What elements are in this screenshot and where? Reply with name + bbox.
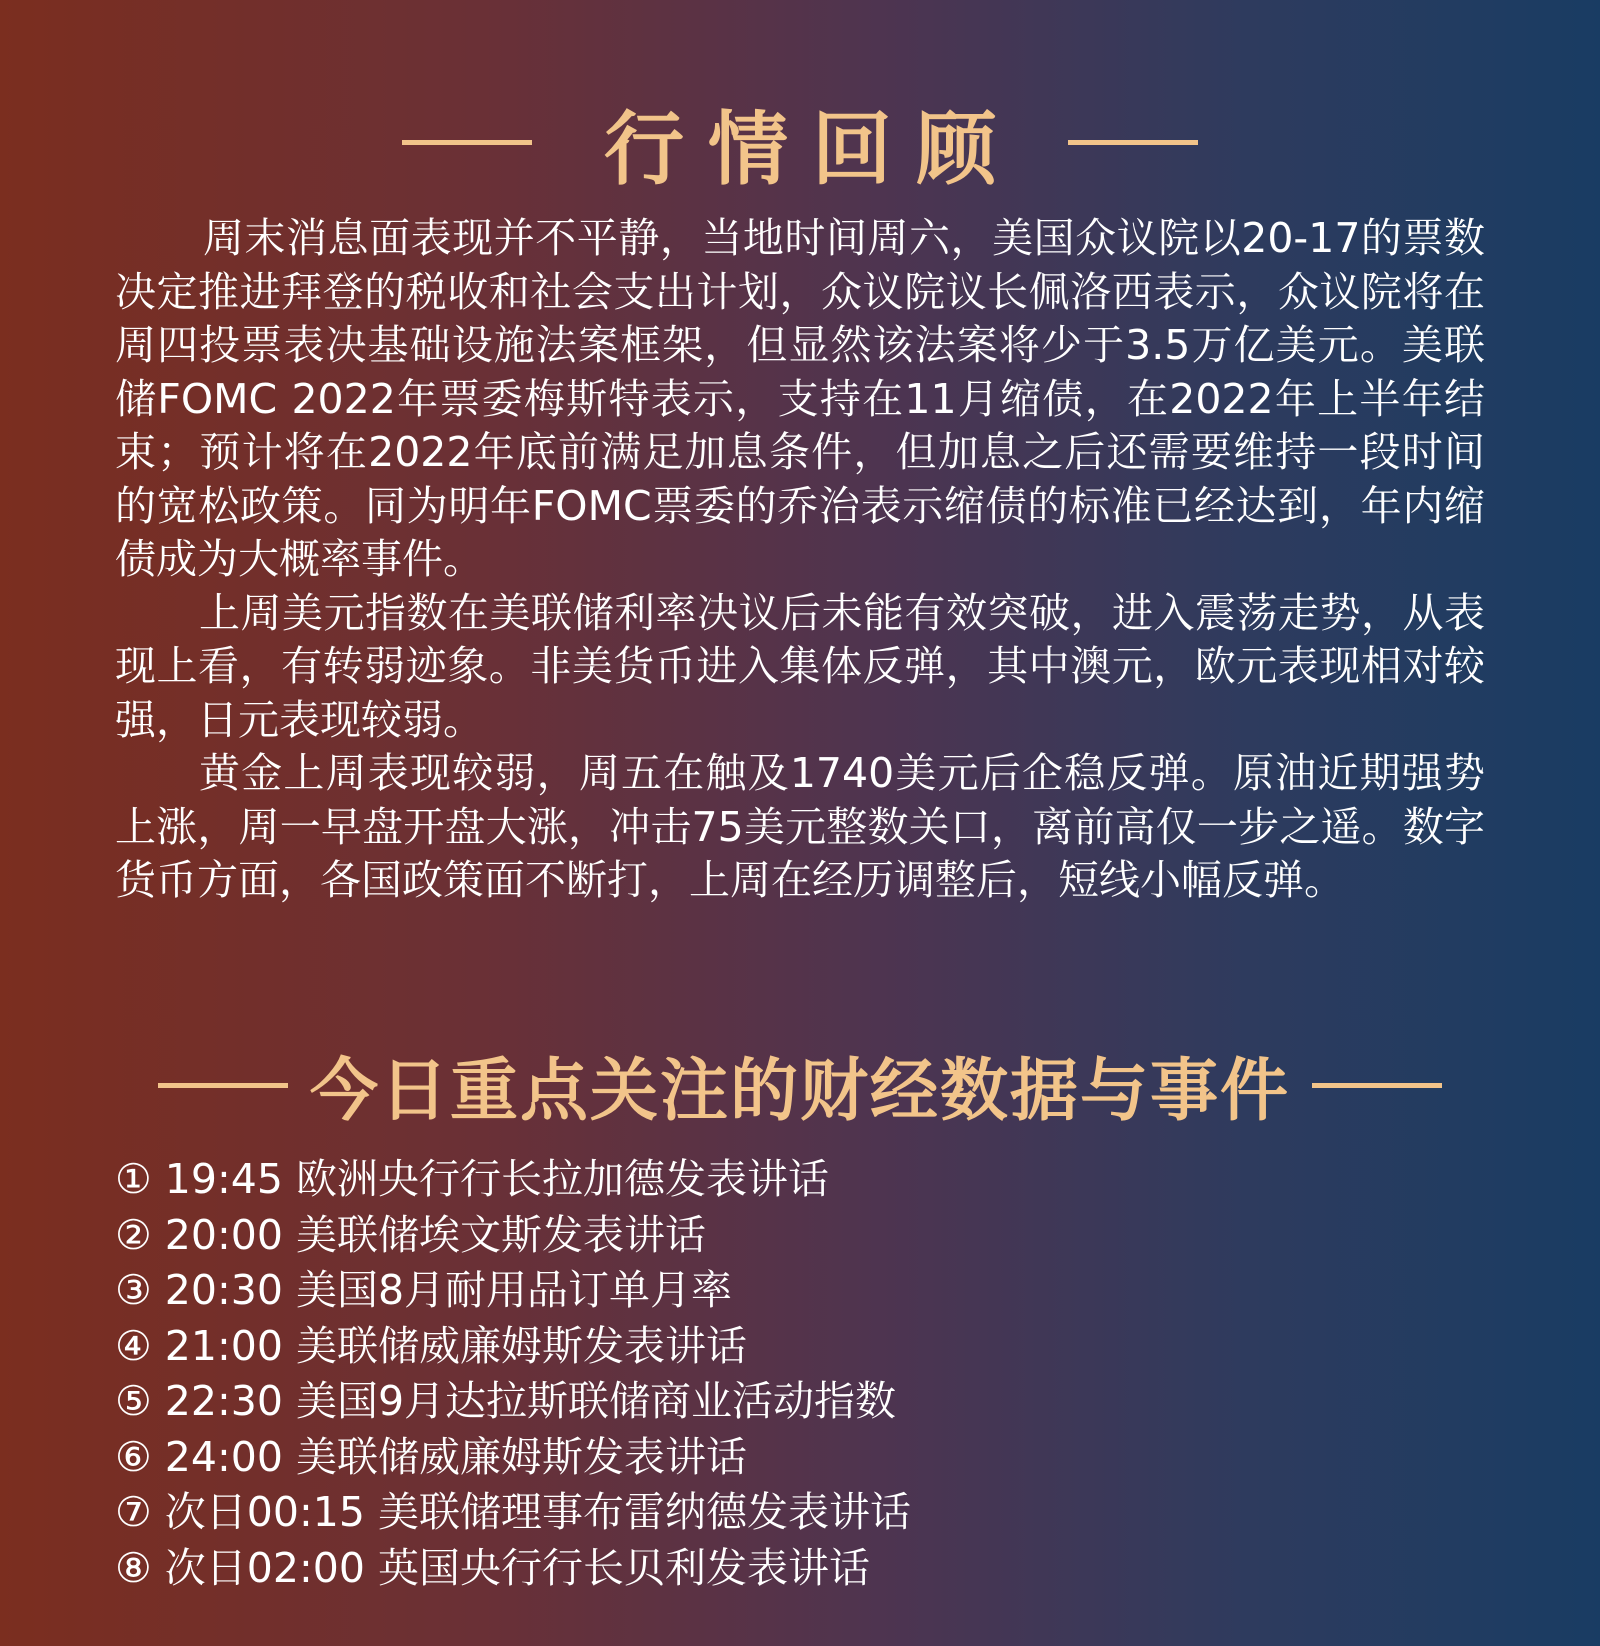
events-list [115, 1152, 1515, 1596]
list-item: ② 20:00 美联储埃文斯发表讲话 [115, 1210, 706, 1259]
list-item: ⑧ 次日02:00 英国央行行长贝利发表讲话 [115, 1543, 870, 1592]
list-item: ⑥ 24:00 美联储威廉姆斯发表讲话 [115, 1432, 747, 1481]
market-review-title: 行情回顾 [604, 103, 1020, 196]
list-item: ④ 21:00 美联储威廉姆斯发表讲话 [115, 1321, 747, 1370]
market-review-header [0, 95, 1600, 196]
events-title: 今日重点关注的财经数据与事件 [309, 1052, 1290, 1131]
events-header [0, 1038, 1600, 1133]
list-item: ⑤ 22:30 美国9月达拉斯联储商业活动指数 [115, 1377, 897, 1425]
paragraph-policy: 周末消息面表现并不平静，当地时间周六，美国众议院以20-17的票数决定推进拜登的税收和社会支出计划，众议院议长佩洛西表示，众议院将在周四投票表决基础设施法案框架，但显然该法案将少于3.5万亿美元。美联储FOMC 2022年票委梅斯特表示，支持在11月缩债，在2022年上半年结束；预计将在2022年底前满足加息条件，但加息之后还需要维持一段时间的宽松政策。同为明年FOMC票委的乔治表示缩债的标准已经达到，年内缩债成为大概率事件。 [115, 214, 1485, 583]
header-right-rule [1068, 140, 1198, 145]
paragraph-commodities: 黄金上周表现较弱，周五在触及1740美元后企稳反弹。原油近期强势上涨，周一早盘开盘大涨，冲击75美元整数关口，离前高仅一步之遥。数字货币方面，各国政策面不断打，上周在经历调整后，短线小幅反弹。 [115, 749, 1485, 904]
market-review-body [115, 212, 1485, 908]
header-left-rule [158, 1083, 288, 1088]
header-right-rule [1312, 1083, 1442, 1088]
header-left-rule [402, 140, 532, 145]
list-item: ③ 20:30 美国8月耐用品订单月率 [115, 1266, 733, 1314]
list-item: ⑦ 次日00:15 美联储理事布雷纳德发表讲话 [115, 1488, 911, 1536]
paragraph-usd: 上周美元指数在美联储利率决议后未能有效突破，进入震荡走势，从表现上看，有转弱迹象。非美货币进入集体反弹，其中澳元，欧元表现相对较强，日元表现较弱。 [115, 588, 1485, 744]
list-item: ① 19:45 欧洲央行行长拉加德发表讲话 [115, 1155, 829, 1203]
